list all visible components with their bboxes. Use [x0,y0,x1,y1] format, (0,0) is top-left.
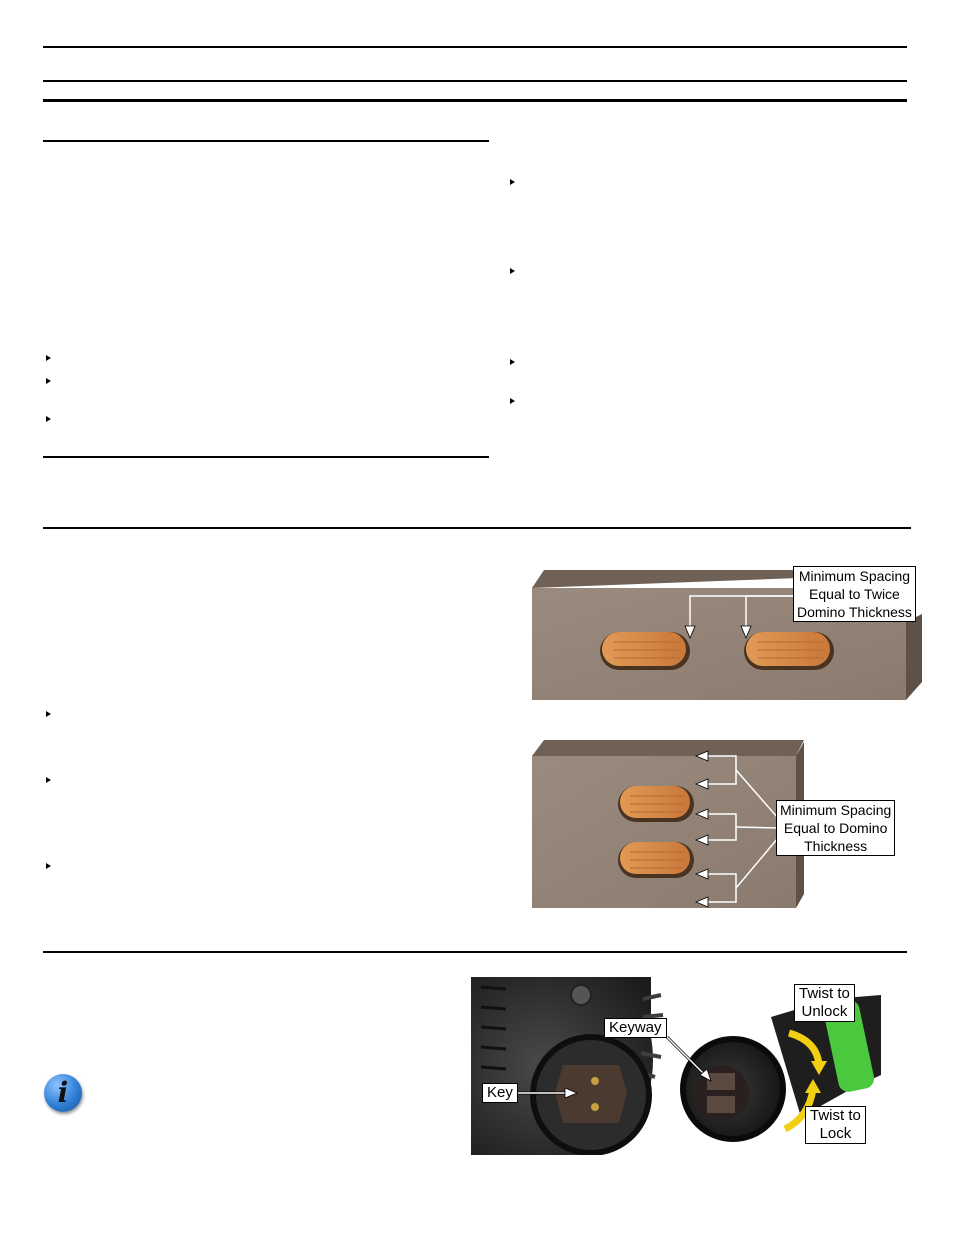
left-section-rule-bottom [43,456,489,458]
info-note-icon [44,1074,82,1112]
bullet-marker [46,777,51,783]
label-line: Twist to [799,985,850,1002]
board-front-face [532,756,796,908]
board-top-face [532,740,804,756]
domino-right [744,632,834,670]
domino-upper [618,786,694,822]
bullet-marker [46,711,51,717]
callout-line: Equal to Domino [783,820,888,836]
callout-line: Minimum Spacing [780,802,892,818]
callout-line: Thickness [804,838,868,854]
label-keyway [604,1018,667,1038]
bullet-marker [510,398,515,404]
domino-left [600,632,690,670]
label-twist-unlock [794,984,855,1022]
callout-line: Minimum Spacing [798,568,911,584]
label-key-text: Key [487,1084,513,1101]
tool-screw [571,985,591,1005]
callout-line: Equal to Twice [809,586,900,602]
bullet-marker [46,355,51,361]
header-rule-3 [43,99,907,102]
bullet-marker [510,179,515,185]
domino-lower [618,842,694,878]
bullet-marker [46,378,51,384]
header-rule-1 [43,46,907,48]
header-rule-2 [43,80,907,82]
callout-min-spacing-equal [776,800,895,856]
label-twist-lock [805,1106,866,1144]
info-glyph: i [57,1076,69,1109]
label-key [482,1083,518,1103]
board-end-face [906,614,922,700]
section-rule-bottom [43,951,907,953]
callout-line: Domino Thickness [797,604,912,620]
label-line: Unlock [801,1003,848,1020]
section-rule-middle [43,527,911,529]
bullet-marker [510,359,515,365]
bullet-marker [46,863,51,869]
left-section-rule-top [43,140,489,142]
label-line: Twist to [810,1107,861,1124]
bullet-marker [46,416,51,422]
callout-min-spacing-twice [793,566,916,622]
bullet-marker [510,268,515,274]
label-keyway-text: Keyway [609,1019,662,1036]
label-line: Lock [819,1125,852,1142]
